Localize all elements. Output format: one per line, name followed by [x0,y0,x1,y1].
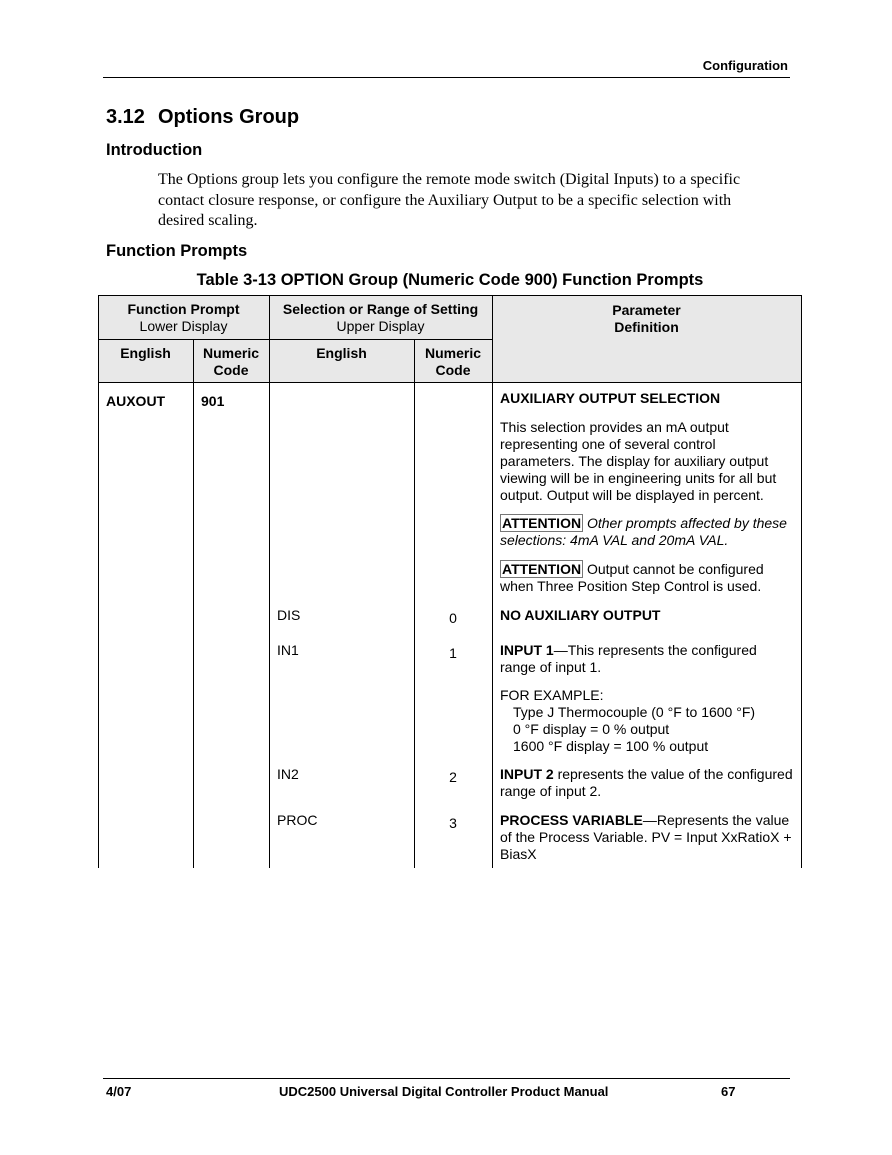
header-parameter-definition [492,302,801,336]
footer-rule [103,1078,790,1079]
example-line-1: Type J Thermocouple (0 °F to 1600 °F) [513,704,756,720]
definition-proc-text: —Represents the value of the Process Variable. PV = Input XxRatioX + BiasX [500,812,792,862]
column-divider-2 [269,295,270,868]
header-numeric-code-1 [193,345,269,379]
definition-in1-title: INPUT 1 [500,642,554,658]
section-heading [106,106,299,129]
attention-text-2: Output cannot be configured when Three Position Step Control is used. [500,561,764,594]
attention-note-2 [500,561,794,595]
selection-code-dis: 0 [449,610,457,626]
table-header-mid-border [98,339,493,340]
header-code-2-label: Code [435,362,471,378]
header-english-1-label: English [120,345,171,361]
selection-english-proc: PROC [277,812,318,828]
selection-english-dis: DIS [277,607,301,623]
example-line-3: 1600 °F display = 100 % output [513,738,709,754]
column-divider-4 [492,295,493,868]
header-rule [103,77,790,78]
definition-in2-title: INPUT 2 [500,766,554,782]
definition-in2-text: represents the value of the configured range of input 2. [500,766,793,799]
table-top-border [98,295,802,296]
header-parameter: Parameter [612,302,681,318]
column-divider-1 [193,339,194,868]
header-english-2-label: English [316,345,367,361]
definition-proc [500,812,794,863]
example-block [500,687,794,755]
definition-dis-title: NO AUXILIARY OUTPUT [500,607,661,623]
selection-code-in1: 1 [449,645,457,661]
table-title: Table 3-13 OPTION Group (Numeric Code 900) Function Prompts [196,271,704,289]
definition-text: This selection provides an mA output representing one of several control parameters. The display for auxiliary output viewing will be in engineering units for all but output. Output will be displayed in percent. [500,419,777,503]
header-numeric-1-label: Numeric [202,345,260,361]
table-left-border [98,295,99,868]
header-english-1 [98,345,193,362]
header-code-1-label: Code [213,362,249,378]
header-numeric-2-label: Numeric [424,345,482,361]
prompt-english: AUXOUT [106,393,166,409]
selection-english-in1: IN1 [277,642,299,658]
prompt-numeric: 901 [201,393,225,409]
header-selection-range [269,301,492,335]
header-lower-display: Lower Display [139,318,228,334]
header-definition: Definition [614,319,679,335]
attention-text-1: Other prompts affected by these selections: 4mA VAL and 20mA VAL. [500,515,787,548]
header-upper-display: Upper Display [336,318,425,334]
example-line-2: 0 °F display = 0 % output [513,721,670,737]
attention-label-2: ATTENTION [502,561,582,577]
introduction-text: The Options group lets you configure the remote mode switch (Digital Inputs) to a specific contact closure response, or configure the Auxiliary Output to be a specific selection with desired scaling. [158,171,741,229]
selection-code-in2: 2 [449,769,457,785]
header-selection-range-label: Selection or Range of Setting [282,301,479,317]
definition-in1 [500,642,794,676]
definition-proc-title: PROCESS VARIABLE [500,812,643,828]
header-english-2 [269,345,414,362]
section-number: 3.12 [106,106,145,128]
attention-label-1: ATTENTION [502,515,582,531]
footer-page-number: 67 [721,1084,736,1099]
selection-english-in2: IN2 [277,766,299,782]
definition-in1-text: —This represents the configured range of input 1. [500,642,757,675]
column-divider-3 [414,339,415,868]
section-title: Options Group [158,106,300,128]
header-function-prompt [98,301,269,335]
footer-date: 4/07 [106,1084,132,1099]
running-header: Configuration [702,58,788,73]
example-label: FOR EXAMPLE: [500,687,604,703]
attention-note-1 [500,515,794,549]
table-right-border [801,295,802,868]
function-prompts-heading: Function Prompts [106,242,248,260]
introduction-heading: Introduction [106,141,203,159]
table-header-bottom-border [98,382,802,383]
definition-title: AUXILIARY OUTPUT SELECTION [500,390,721,406]
header-function-prompt-label: Function Prompt [127,301,240,317]
header-numeric-code-2 [414,345,492,379]
footer-manual-title: UDC2500 Universal Digital Controller Product Manual [279,1084,609,1099]
definition-in2 [500,766,794,800]
selection-code-proc: 3 [449,815,457,831]
